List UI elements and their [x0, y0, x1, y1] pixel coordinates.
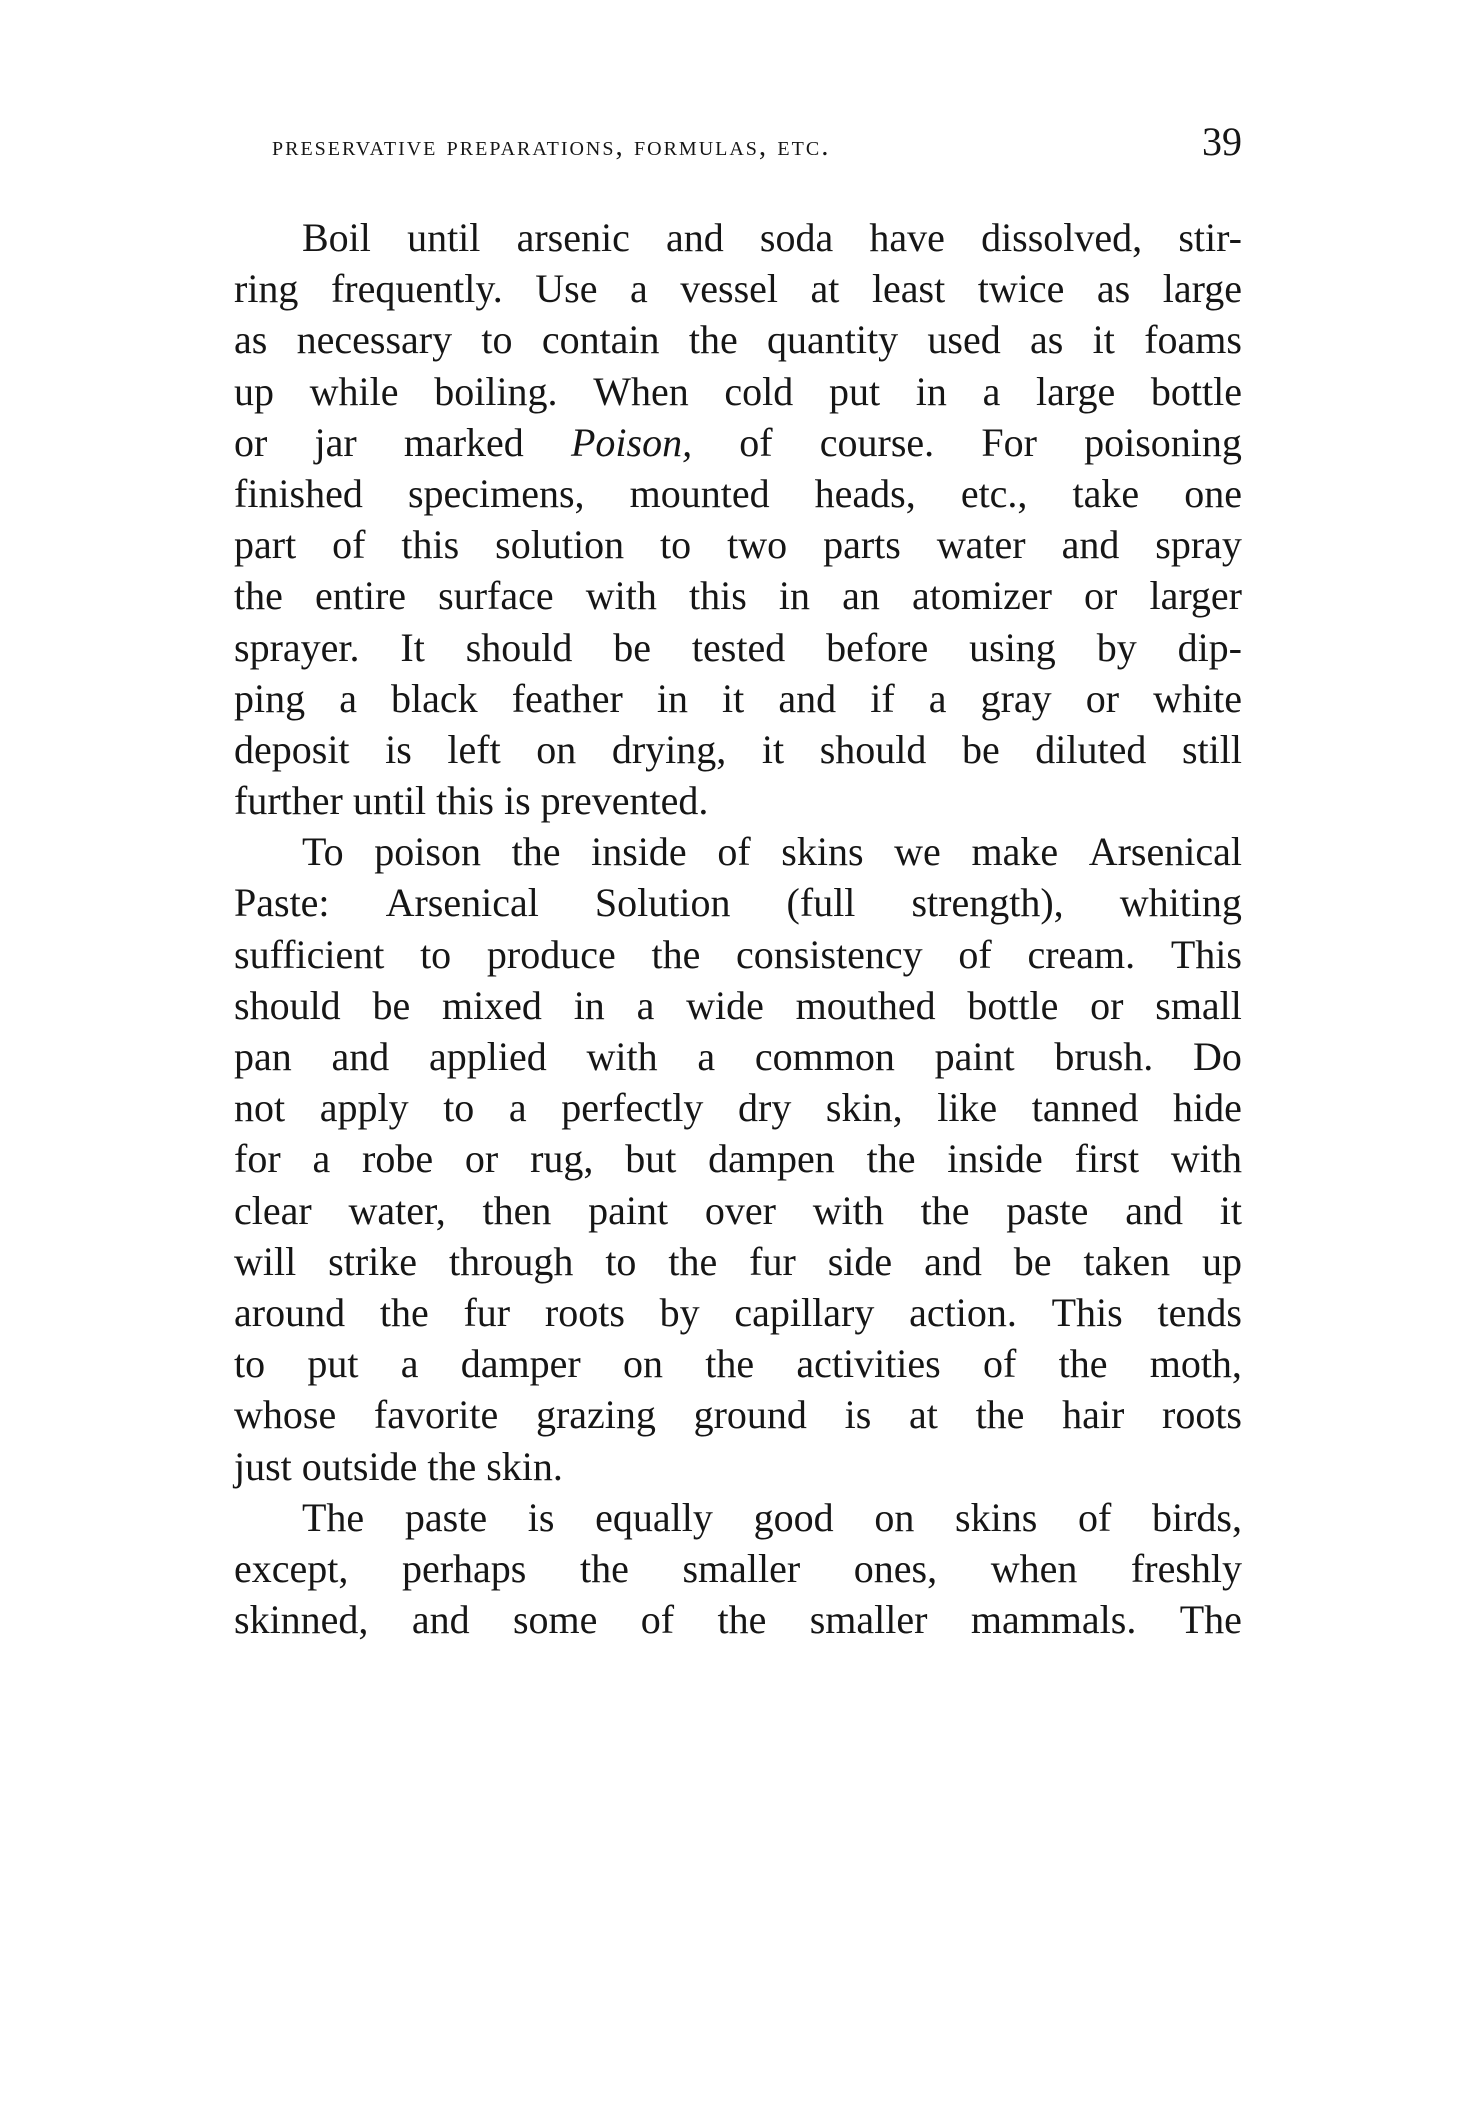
text-line: sprayer. It should be tested before using by dip- [234, 624, 1242, 670]
text-line: ping a black feather in it and if a gray or white [234, 675, 1242, 721]
text-line: The paste is equally good on skins of birds, [302, 1494, 1242, 1540]
body-text [234, 212, 1242, 1645]
page-number: 39 [1202, 119, 1242, 164]
text-line: finished specimens, mounted heads, etc., take one [234, 470, 1242, 516]
paragraph [234, 1492, 1242, 1646]
text-line: part of this solution to two parts water and spray [234, 522, 1242, 568]
text-line: or jar marked Poison, of course. For poisoning [234, 419, 1242, 465]
text-line: sufficient to produce the consistency of cream. This [234, 931, 1242, 977]
paragraph [234, 826, 1242, 1491]
paragraph [234, 212, 1242, 826]
text-line: ring frequently. Use a vessel at least twice as large [234, 266, 1242, 312]
text-line: up while boiling. When cold put in a large bottle [234, 368, 1242, 414]
text-line: whose favorite grazing ground is at the hair roots [234, 1392, 1242, 1438]
text-line: around the fur roots by capillary action. This tends [234, 1289, 1242, 1335]
text-line: skinned, and some of the smaller mammals. The [234, 1597, 1242, 1643]
text-line: To poison the inside of skins we make Arsenical [302, 829, 1242, 875]
text-line: Boil until arsenic and soda have dissolved, stir- [302, 215, 1242, 260]
text-line: deposit is left on drying, it should be diluted still [234, 726, 1242, 772]
text-line: pan and applied with a common paint brush. Do [234, 1034, 1242, 1079]
text-line: as necessary to contain the quantity used as it foams [234, 317, 1242, 363]
text-line: to put a damper on the activities of the moth, [234, 1341, 1242, 1387]
text-line: further until this is prevented. [234, 778, 709, 824]
text-line: not apply to a perfectly dry skin, like tanned hide [234, 1085, 1242, 1131]
text-line: Paste: Arsenical Solution (full strength), whiting [234, 880, 1242, 926]
text-line: except, perhaps the smaller ones, when freshly [234, 1545, 1242, 1591]
text-line: just outside the skin. [234, 1443, 563, 1489]
running-title: preservative preparations, formulas, etc. [272, 130, 831, 162]
text-line: the entire surface with this in an atomizer or larger [234, 573, 1242, 619]
running-head [272, 118, 1242, 165]
text-line: clear water, then paint over with the paste and it [234, 1187, 1242, 1233]
text-line: should be mixed in a wide mouthed bottle or small [234, 982, 1242, 1028]
text-line: will strike through to the fur side and be taken up [234, 1238, 1242, 1284]
text-line: for a robe or rug, but dampen the inside first with [234, 1136, 1242, 1182]
